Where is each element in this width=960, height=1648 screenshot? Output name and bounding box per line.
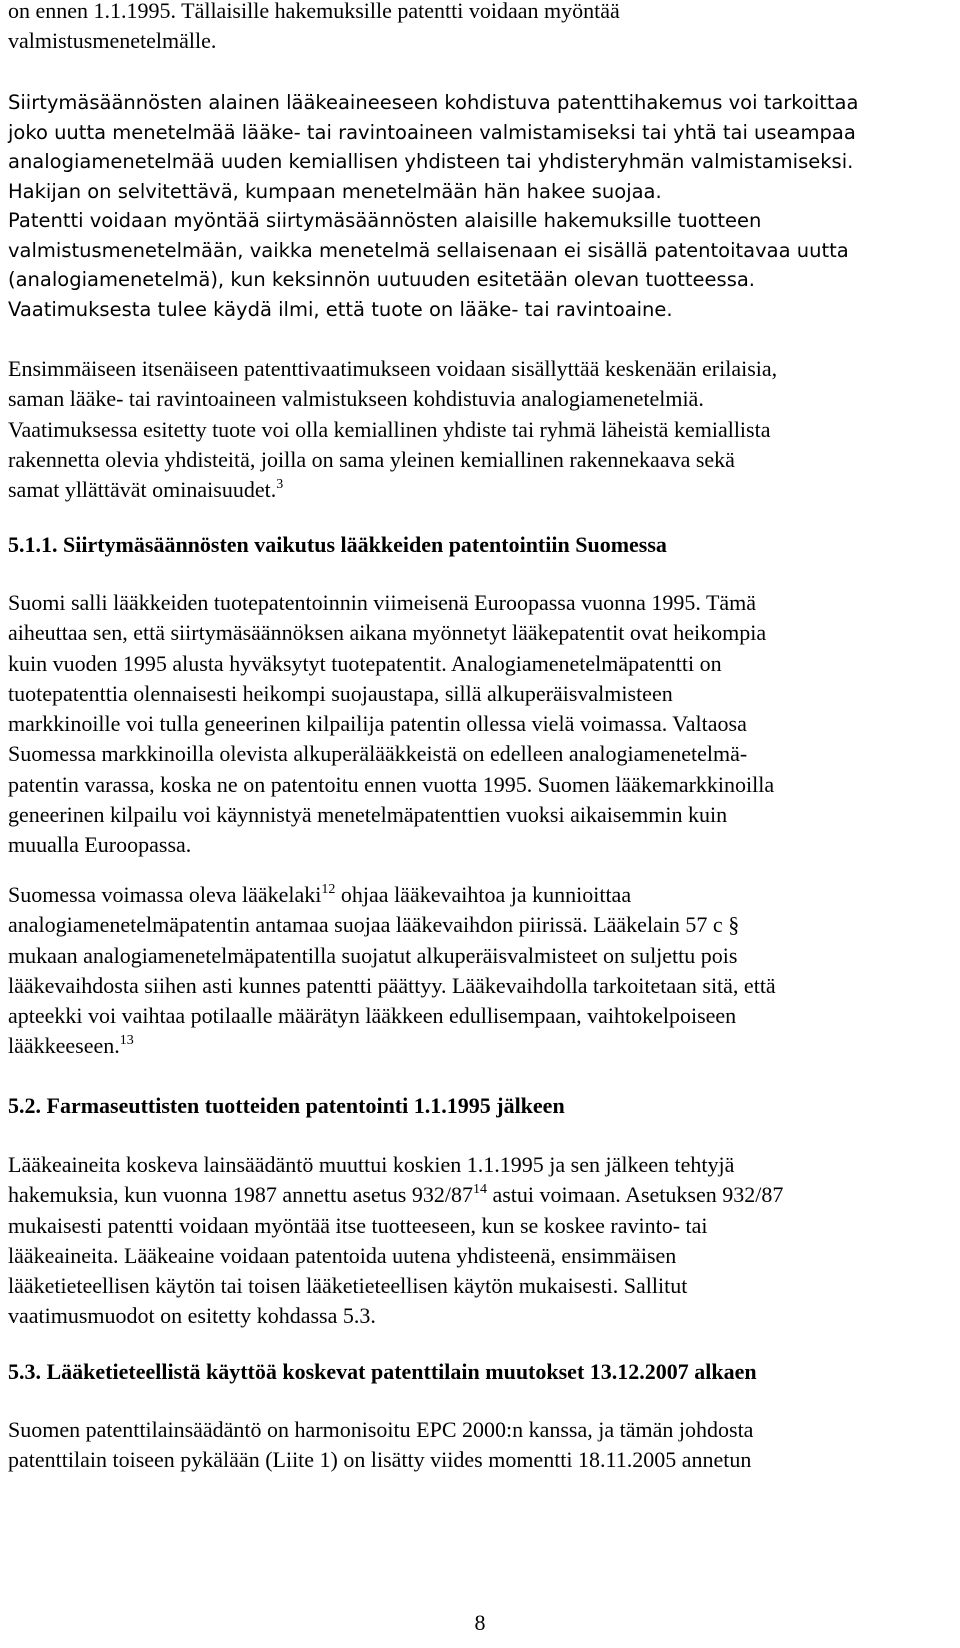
text-line: (analogiamenetelmä), kun keksinnön uutuuden esitetään olevan tuotteessa. [8, 268, 756, 291]
section-heading-5-2 [8, 1091, 953, 1121]
heading-text: 5.1.1. Siirtymäsäännösten vaikutus lääkkeiden patentointiin Suomessa [8, 532, 667, 557]
text-line [8, 475, 953, 505]
text-line: Siirtymäsäännösten alainen lääkeaineeseen kohdistuva patenttihakemus voi tarkoittaa [8, 91, 859, 114]
text-line: Vaatimuksesta tulee käydä ilmi, että tuote on lääke- tai ravintoaine. [8, 297, 673, 321]
text-line: analogiamenetelmää uuden kemiallisen yhdisteen tai yhdisteryhmän valmistamiseksi. [8, 150, 854, 173]
text-line: Patentti voidaan myöntää siirtymäsäännösten alaisille hakemuksille tuotteen [8, 209, 762, 232]
text-line: mukaisesti patentti voidaan myöntää itse tuotteeseen, kun se koskee ravinto- tai [8, 1212, 708, 1238]
text-line: saman lääke- tai ravintoaineen valmistukseen kohdistuvia analogiamenetelmiä. [8, 386, 704, 412]
text-fragment: lääkkeeseen. [8, 1033, 120, 1059]
text-line: Vaatimuksessa esitetty tuote voi olla kemiallinen yhdiste tai ryhmä läheistä kemiallista [8, 416, 771, 442]
text-line: lääkevaihdosta siihen asti kunnes patentti päättyy. Lääkevaihdolla tarkoitetaan sitä, että [8, 972, 776, 998]
intro-paragraph [8, 0, 953, 57]
text-line: Suomen patenttilainsäädäntö on harmonisoitu EPC 2000:n kanssa, ja tämän johdosta [8, 1417, 754, 1442]
transition-paragraph [8, 88, 953, 206]
drug-law-paragraph [8, 880, 953, 1062]
text-line: rakennetta olevia yhdisteitä, joilla on sama yleinen kemiallinen rakennekaava sekä [8, 446, 735, 472]
footnote-reference: 13 [119, 1033, 134, 1049]
after-1995-paragraph [8, 1150, 953, 1332]
text-line: Hakijan on selvitettävä, kumpaan menetelmään hän hakee suojaa. [8, 179, 662, 203]
text-line: on ennen 1.1.1995. Tällaisille hakemuksille patentti voidaan myöntää [8, 0, 620, 23]
text-line [8, 880, 953, 910]
text-fragment: hakemuksia, kun vuonna 1987 annettu asetus 932/87 [8, 1182, 473, 1208]
text-line: lääketieteellisen käytön tai toisen lääketieteellisen käytön mukaisesti. Sallitut [8, 1273, 688, 1299]
heading-text: 5.2. Farmaseuttisten tuotteiden patentointi 1.1.1995 jälkeen [8, 1093, 565, 1118]
text-line: vaatimusmuodot on esitetty kohdassa 5.3. [8, 1303, 376, 1329]
section-heading-5-1-1 [8, 530, 953, 560]
text-line: Lääkeaineita koskeva lainsäädäntö muuttui koskien 1.1.1995 ja sen jälkeen tehtyjä [8, 1152, 735, 1177]
patent-paragraph [8, 206, 953, 324]
text-line [8, 1180, 953, 1210]
footnote-reference: 3 [276, 477, 284, 493]
text-fragment: astui voimaan. Asetuksen 932/87 [486, 1182, 784, 1208]
text-line: aiheuttaa sen, että siirtymäsäännöksen aikana myönnetyt lääkepatentit ovat heikompia [8, 620, 767, 646]
text-fragment: Suomessa voimassa oleva lääkelaki [8, 882, 322, 907]
section-symbol: § [728, 912, 740, 938]
footnote-reference: 14 [472, 1182, 487, 1198]
text-line: patenttilain toiseen pykälään (Liite 1) on lisätty viides momentti 18.11.2005 annetun [8, 1447, 752, 1473]
text-line [8, 910, 953, 940]
epc-paragraph [8, 1415, 953, 1476]
text-line: apteekki voi vaihtaa potilaalle määrätyn lääkkeen edullisempaan, vaihtokelpoiseen [8, 1003, 737, 1029]
text-line: Ensimmäiseen itsenäiseen patenttivaatimukseen voidaan sisällyttää keskenään erilaisia, [8, 356, 778, 381]
text-line: markkinoille voi tulla geneerinen kilpailija patentin ollessa vielä voimassa. Valtaosa [8, 711, 747, 737]
text-fragment: ohjaa lääkevaihtoa ja kunnioittaa [335, 882, 632, 907]
text-line: mukaan analogiamenetelmäpatentilla suojatut alkuperäisvalmisteet on suljettu pois [8, 942, 738, 968]
text-line [8, 1031, 953, 1061]
text-line: tuotepatenttia olennaisesti heikompi suojaustapa, sillä alkuperäisvalmisteen [8, 680, 673, 706]
page-number: 8 [474, 1610, 486, 1635]
text-line: valmistusmenetelmään, vaikka menetelmä sellaisenaan ei sisällä patentoitavaa uutta [8, 238, 849, 262]
footnote-reference: 12 [321, 882, 336, 897]
text-line: geneerinen kilpailu voi käynnistyä menetelmäpatenttien vuoksi aikaisemmin kuin [8, 802, 728, 828]
text-fragment: analogiamenetelmäpatentin antamaa suojaa lääkevaihdon piirissä. Lääkelain 57 c [8, 912, 729, 938]
text-line: muualla Euroopassa. [8, 832, 192, 858]
text-line: joko uutta menetelmää lääke- tai ravintoaineen valmistamiseksi tai yhtä tai useampaa [8, 120, 856, 144]
finland-paragraph [8, 588, 953, 861]
text-line: lääkeaineita. Lääkeaine voidaan patentoida uutena yhdisteenä, ensimmäisen [8, 1242, 677, 1268]
section-heading-5-3 [8, 1357, 953, 1387]
first-claim-paragraph [8, 354, 953, 505]
text-line: patentin varassa, koska ne on patentoitu ennen vuotta 1995. Suomen lääkemarkkinoilla [8, 771, 775, 797]
text-fragment: samat yllättävät ominaisuudet. [8, 477, 277, 503]
text-line: Suomi salli lääkkeiden tuotepatentoinnin viimeisenä Euroopassa vuonna 1995. Tämä [8, 590, 757, 615]
heading-text: 5.3. Lääketieteellistä käyttöä koskevat patenttilain muutokset 13.12.2007 alkaen [8, 1359, 757, 1384]
text-line: kuin vuoden 1995 alusta hyväksytyt tuotepatentit. Analogiamenetelmäpatentti on [8, 650, 722, 676]
text-line: Suomessa markkinoilla olevista alkuperälääkkeistä on edelleen analogiamenetelmä- [8, 741, 748, 767]
text-line: valmistusmenetelmälle. [8, 28, 217, 54]
